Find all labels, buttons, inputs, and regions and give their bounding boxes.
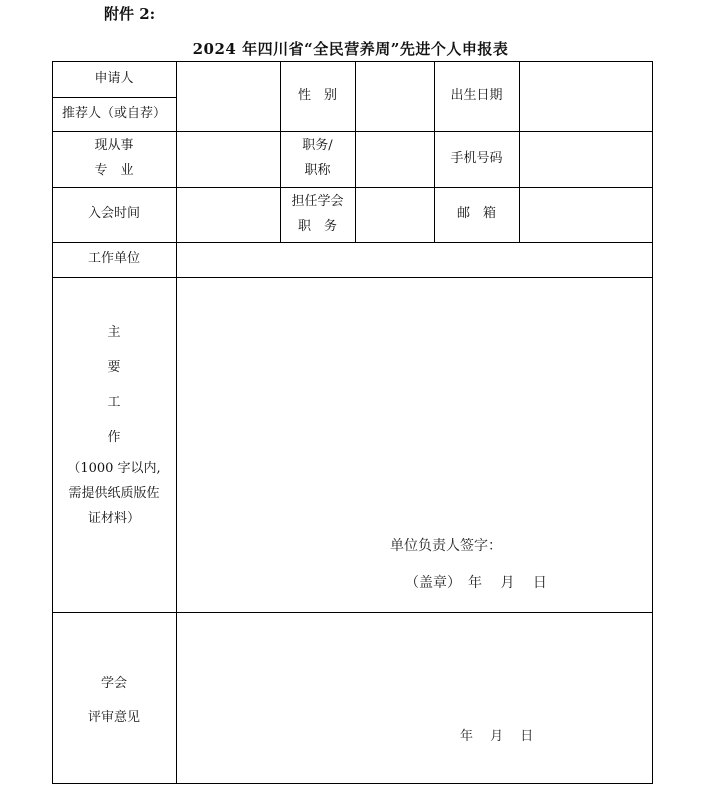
gender-label: 性 别 bbox=[297, 87, 337, 103]
society-post-label-line2: 职 务 bbox=[297, 218, 337, 234]
job-title-label bbox=[280, 131, 355, 187]
main-work-note bbox=[52, 456, 176, 531]
phone-label: 手机号码 bbox=[450, 150, 503, 166]
society-post-label-line1: 担任学会 bbox=[291, 193, 344, 209]
email-label: 邮 箱 bbox=[456, 206, 496, 222]
main-work-note-line1: （1000 字以内, bbox=[67, 461, 161, 476]
society-review-label-line1: 学会 bbox=[100, 675, 127, 691]
society-review-field[interactable] bbox=[177, 613, 652, 723]
applicant-field[interactable] bbox=[177, 62, 280, 97]
job-title-field[interactable] bbox=[356, 132, 434, 187]
society-post-field[interactable] bbox=[356, 188, 434, 242]
profession-label bbox=[52, 131, 176, 187]
email-field[interactable] bbox=[520, 188, 652, 242]
birth-date-label: 出生日期 bbox=[450, 87, 503, 103]
phone-field[interactable] bbox=[520, 132, 652, 187]
applicant-label: 申请人 bbox=[94, 70, 134, 86]
main-work-note-line3: 证材料） bbox=[87, 511, 140, 526]
main-work-char-2: 要 bbox=[107, 360, 121, 375]
stamp-date-label: （盖章） 年 月 日 bbox=[405, 575, 547, 591]
attachment-label: 附件 2: bbox=[104, 5, 156, 23]
workplace-field[interactable] bbox=[177, 243, 652, 277]
society-post-label bbox=[280, 187, 355, 242]
main-work-char-1: 主 bbox=[107, 325, 121, 340]
profession-label-line2: 专 业 bbox=[94, 163, 134, 178]
recommender-label: 推荐人（或自荐） bbox=[61, 106, 166, 122]
profession-field[interactable] bbox=[177, 132, 280, 187]
gender-field[interactable] bbox=[356, 62, 434, 131]
form-title: 2024 年四川省“全民营养周”先进个人申报表 bbox=[192, 40, 509, 58]
job-title-label-line1: 职务/ bbox=[302, 138, 333, 154]
join-date-field[interactable] bbox=[177, 188, 280, 242]
society-review-label-line2: 评审意见 bbox=[87, 709, 140, 725]
recommender-field[interactable] bbox=[177, 98, 280, 131]
main-work-char-4: 作 bbox=[107, 430, 121, 445]
review-date-label: 年 月 日 bbox=[460, 729, 534, 744]
main-work-char-3: 工 bbox=[107, 395, 121, 410]
birth-date-field[interactable] bbox=[520, 62, 652, 131]
profession-label-line1: 现从事 bbox=[94, 138, 134, 154]
main-work-field[interactable] bbox=[177, 278, 652, 530]
workplace-label: 工作单位 bbox=[87, 251, 140, 267]
leader-signature-label: 单位负责人签字： bbox=[390, 538, 502, 554]
job-title-label-line2: 职称 bbox=[304, 163, 331, 178]
main-work-note-line2: 需提供纸质版佐 bbox=[68, 486, 160, 501]
join-date-label: 入会时间 bbox=[87, 206, 140, 222]
